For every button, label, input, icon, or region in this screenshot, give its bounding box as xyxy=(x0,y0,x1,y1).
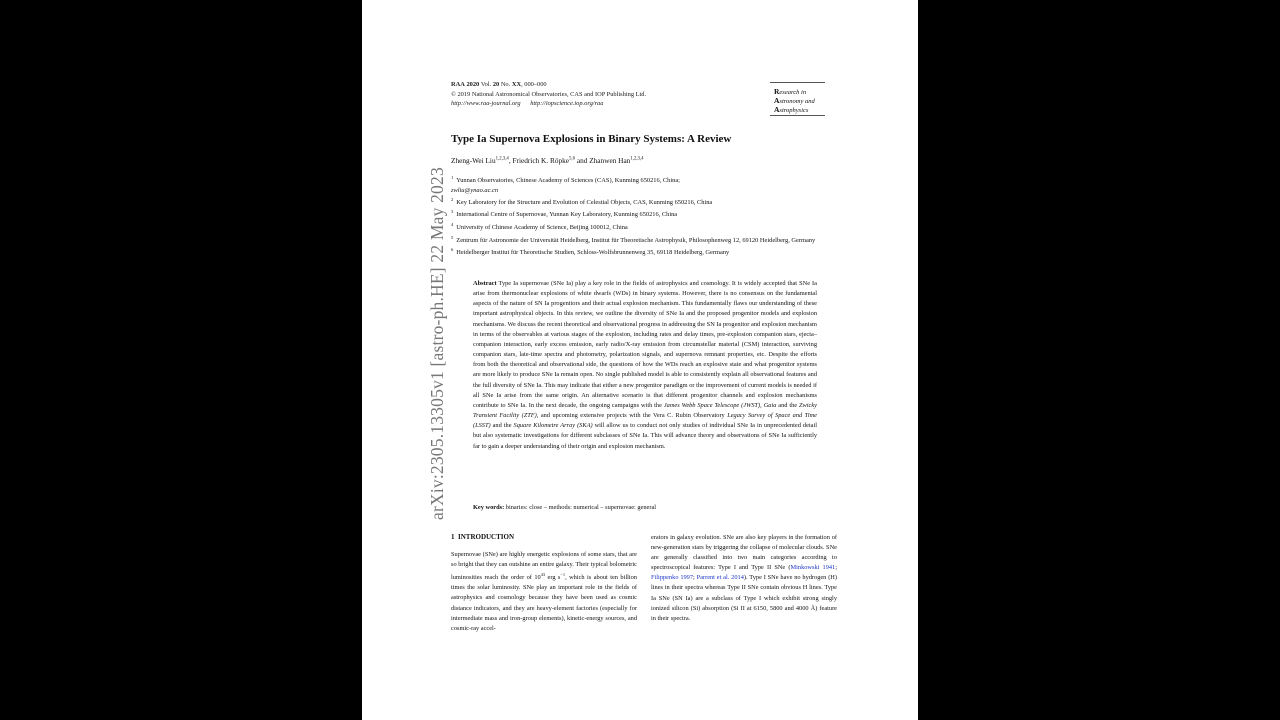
affiliation-1: $^1$ Yunnan Observatories, Chinese Academy of Sciences (CAS), Kunming 650216, China; xyxy=(451,175,680,185)
journal-abbrev: RAA xyxy=(451,81,465,88)
logo-line-3: strophysics xyxy=(779,107,809,114)
author-sep-2: and Zhanwen Han xyxy=(575,156,631,165)
intro-left-column: Supernovae (SNe) are highly energetic explosions of some stars, that are so bright that they can outshine an entire galaxy. Their typical bolometric luminosities reach the order of $10^{43}$ erg $s^{-1}$, which is about ten billion times the solar luminosity. SNe play an important role in the fields of astrophysics and cosmology because they have been used as cosmic distance indicators, and they are heavy-element factories (especially for intermediate mass and iron-group elements), kinetic-energy sources, and cosmic-ray accel- xyxy=(451,551,637,632)
author-liu-affil: 1,2,3,4 xyxy=(495,156,509,162)
jwst: James Webb Space Telescope (JWST) xyxy=(663,401,761,409)
pages: , 000–000 xyxy=(521,81,547,88)
author-han-affil: 1,2,3,4 xyxy=(630,156,644,162)
arxiv-stamp: arXiv:2305.13305v1 [astro-ph.HE] 22 May 2023 xyxy=(427,167,447,520)
journal-url[interactable]: http://www.raa-journal.org xyxy=(451,100,521,108)
author-sep: , Friedrich K. Röpke xyxy=(508,156,570,165)
author-liu: Zheng-Wei Liu xyxy=(451,156,496,165)
abstract: Abstract Type Ia supernovae (SNe Ia) play a key role in the fields of astrophysics and cosmology. It is widely accepted that SNe Ia arise from thermonuclear explosions of white dwarfs (WDs) in binary systems. However, there is no consensus on the fundamental aspects of the nature of SN Ia progenitors and their actual explosion mechanism. This fundamentally flaws our understanding of these important astrophysical objects. In this review, we outline the diversity of SNe Ia and the proposed progenitor models and explosion mechanisms. We discuss the recent theoretical and observational progress in addressing the SN Ia progenitor and explosion mechanism in terms of the observables at various stages of the explosion, including rates and delay times, pre-explosion companion stars, ejecta–companion interaction, early excess emission, early radio/X-ray emission from circumstellar material (CSM) interaction, surviving companion stars, late-time spectra and photometry, polarization signals, and supernova remnant properties, etc. Despite the efforts from both the theoretical and observational side, the questions of how the WDs reach an explosive state and what progenitor systems are more likely to produce SNe Ia remain open. No single published model is able to consistently explain all observational features and the full diversity of SNe Ia. This may indicate that either a new progenitor paradigm or the improvement of current models is needed if all SNe Ia arise from the same origin. An alternative scenario is that different progenitor channels and explosion mechanisms contribute to SNe Ia. In the next decade, the ongoing campaigns with the James Webb Space Telescope (JWST), Gaia and the Zwicky Transient Facility (ZTF), and upcoming extensive projects with the Vera C. Rubin Observatory Legacy Survey of Space and Time (LSST) and the Square Kilometre Array (SKA) will allow us to conduct not only studies of individual SNe Ia in unprecedented detail but also systematic investigations for different subclasses of SNe Ia. This will advance theory and observations of SNe Ia sufficiently far to gain a deeper understanding of their origin and explosion mechanism. xyxy=(473,280,818,450)
journal-year: 2020 xyxy=(466,81,480,88)
affiliation-email[interactable]: zwliu@ynao.ac.cn xyxy=(451,186,499,194)
ztf: Zwicky Transient Facility (ZTF) xyxy=(473,401,818,420)
affiliation-5: $^5$ Zentrum für Astronomie der Universität Heidelberg, Institut für Theoretische Astrophysik, Philosophenweg 12, 69120 Heidelberg, Germany xyxy=(451,234,816,244)
journal-header xyxy=(451,80,646,109)
gaia: Gaia xyxy=(763,401,777,409)
vol-label: Vol. xyxy=(480,81,493,88)
logo-cap-r: R xyxy=(774,87,780,96)
citation-parrent[interactable]: Parrent et al. 2014 xyxy=(696,574,744,582)
issue: XX xyxy=(511,81,522,88)
affiliation-6: $^6$ Heidelberger Institut für Theoretische Studien, Schloss-Wolfsbrunnenweg 35, 69118 Heidelberg, Germany xyxy=(451,247,730,257)
section-title: INTRODUCTION xyxy=(458,533,515,541)
citation-filippenko[interactable]: Filippenko 1997 xyxy=(651,574,694,582)
keywords-text: binaries: close – methods: numerical – supernovae: general xyxy=(504,504,657,511)
copyright: © 2019 National Astronomical Observatories, CAS and IOP Publishing Ltd. xyxy=(451,90,647,98)
intro-right-column: erators in galaxy evolution. SNe are also key players in the formation of new-generation stars by triggering the collapse of molecular clouds. SNe are generally classified into two main categories according to spectroscopical features: Type I and Type II SNe (Minkowski 1941; Filippenko 1997; Parrent et al. 2014). Type I SNe have no hydrogen (H) lines in their spectra whereas Type II SNe contain obvious H lines. Type Ia SNe (SN Ia) are a subclass of Type I which exhibit strong singly ionized silicon (Si) absorption (Si II at 6150, 5800 and 4000 Å) feature in their spectra. xyxy=(651,534,837,622)
keywords-label: Key words: xyxy=(473,504,505,511)
volume: 20 xyxy=(492,81,500,88)
logo-cap-a1: A xyxy=(774,96,780,105)
section-heading xyxy=(451,533,514,541)
keywords xyxy=(473,504,656,511)
author-list xyxy=(451,156,644,165)
logo-line-2: stronomy and xyxy=(779,98,815,105)
affiliation-4: $^4$ University of Chinese Academy of Science, Beijing 100012, China xyxy=(451,222,628,232)
lsst: Legacy Survey of Space and Time (LSST) xyxy=(473,412,817,430)
affiliation-3: $^3$ International Centre of Supernovae, Yunnan Key Laboratory, Kunming 650216, China xyxy=(451,209,678,219)
citation-minkowski[interactable]: Minkowski 1941 xyxy=(790,564,836,572)
iop-url[interactable]: http://iopscience.iop.org/raa xyxy=(530,100,604,108)
logo-line-1: esearch in xyxy=(779,89,807,96)
section-number: 1 xyxy=(451,533,455,541)
logo-cap-a2: A xyxy=(774,105,780,114)
paper-title: Type Ia Supernova Explosions in Binary Systems: A Review xyxy=(451,133,732,145)
author-ropke-affil: 5,6 xyxy=(569,156,576,162)
abstract-label: Abstract xyxy=(473,280,497,287)
affiliation-2: $^2$ Key Laboratory for the Structure and Evolution of Celestial Objects, CAS, Kunming 650216, China xyxy=(451,196,713,207)
affiliations xyxy=(451,173,841,258)
ska: Square Kilometre Array (SKA) xyxy=(513,422,593,430)
raa-logo xyxy=(770,82,825,116)
no-label: No. xyxy=(499,81,512,88)
